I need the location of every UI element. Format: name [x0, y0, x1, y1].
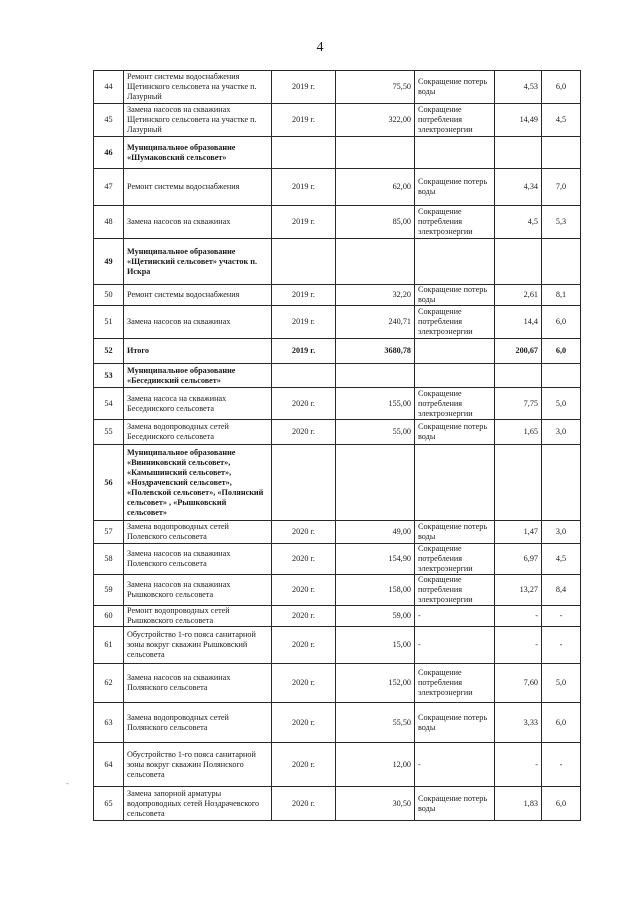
table-row [94, 703, 581, 743]
work-effect-cell: Сокращение потерь воды [415, 420, 495, 445]
row-number-cell: 46 [94, 137, 124, 169]
effect-value-cell: 4,5 [495, 206, 542, 239]
payback-value-cell: 3,0 [542, 521, 581, 544]
work-year-cell: 2019 г. [272, 285, 336, 306]
effect-value-cell: 13,27 [495, 575, 542, 606]
work-effect-cell: Сокращение потерь воды [415, 71, 495, 104]
table-row [94, 521, 581, 544]
work-year-cell: 2020 г. [272, 627, 336, 664]
row-number-cell: 53 [94, 364, 124, 388]
work-year-cell: 2020 г. [272, 420, 336, 445]
work-name-cell: Замена насосов на скважинах Полянского сельсовета [124, 664, 272, 703]
work-effect-cell: - [415, 743, 495, 787]
work-cost-cell: 15,00 [336, 627, 415, 664]
payback-value-cell: 6,0 [542, 339, 581, 364]
table-row [94, 306, 581, 339]
table-row [94, 339, 581, 364]
table-row [94, 445, 581, 521]
work-effect-cell: Сокращение потребления электроэнергии [415, 206, 495, 239]
work-effect-cell [415, 137, 495, 169]
work-name-cell: Замена запорной арматуры водопроводных сетей Ноздрачевского сельсовета [124, 787, 272, 821]
row-number-cell: 45 [94, 104, 124, 137]
work-year-cell: 2020 г. [272, 787, 336, 821]
table-row [94, 420, 581, 445]
payback-value-cell: 3,0 [542, 420, 581, 445]
payback-value-cell [542, 364, 581, 388]
work-name-cell: Обустройство 1-го пояса санитарной зоны вокруг скважин Рышковский сельсовета [124, 627, 272, 664]
work-effect-cell: Сокращение потерь воды [415, 169, 495, 206]
work-effect-cell [415, 339, 495, 364]
work-cost-cell: 59,00 [336, 606, 415, 627]
payback-value-cell: 8,1 [542, 285, 581, 306]
effect-value-cell: - [495, 743, 542, 787]
table-row [94, 544, 581, 575]
effect-value-cell: 14,4 [495, 306, 542, 339]
row-number-cell: 49 [94, 239, 124, 285]
effect-value-cell [495, 364, 542, 388]
effect-value-cell: 6,97 [495, 544, 542, 575]
row-number-cell: 63 [94, 703, 124, 743]
effect-value-cell: 7,60 [495, 664, 542, 703]
effect-value-cell: 1,65 [495, 420, 542, 445]
effect-value-cell: 7,75 [495, 388, 542, 420]
table-row [94, 388, 581, 420]
work-effect-cell: - [415, 606, 495, 627]
row-number-cell: 44 [94, 71, 124, 104]
row-number-cell: 61 [94, 627, 124, 664]
work-year-cell: 2019 г. [272, 104, 336, 137]
row-number-cell: 64 [94, 743, 124, 787]
row-number-cell: 47 [94, 169, 124, 206]
effect-value-cell: 3,33 [495, 703, 542, 743]
payback-value-cell [542, 239, 581, 285]
row-number-cell: 56 [94, 445, 124, 521]
work-year-cell: 2020 г. [272, 521, 336, 544]
payback-value-cell: - [542, 606, 581, 627]
work-name-cell: Замена насосов на скважинах [124, 306, 272, 339]
work-name-cell: Муниципальное образование «Щетинский сельсовет» участок п. Искра [124, 239, 272, 285]
work-name-cell: Ремонт системы водоснабжения [124, 285, 272, 306]
table-row [94, 104, 581, 137]
work-effect-cell: Сокращение потребления электроэнергии [415, 544, 495, 575]
work-effect-cell: Сокращение потерь воды [415, 285, 495, 306]
payback-value-cell: 4,5 [542, 104, 581, 137]
work-effect-cell: Сокращение потерь воды [415, 787, 495, 821]
payback-value-cell: 5,0 [542, 388, 581, 420]
payback-value-cell: - [542, 627, 581, 664]
work-name-cell: Замена насоса на скважинах Беседииского сельсовета [124, 388, 272, 420]
work-name-cell: Муниципальное образование «Беседииский сельсовет» [124, 364, 272, 388]
effect-value-cell: - [495, 606, 542, 627]
work-effect-cell [415, 364, 495, 388]
margin-mark: - [66, 779, 69, 788]
work-effect-cell [415, 239, 495, 285]
work-year-cell: 2019 г. [272, 71, 336, 104]
effect-value-cell: 2,61 [495, 285, 542, 306]
row-number-cell: 62 [94, 664, 124, 703]
work-cost-cell: 240,71 [336, 306, 415, 339]
table-row [94, 627, 581, 664]
table-row [94, 364, 581, 388]
work-effect-cell: Сокращение потребления электроэнергии [415, 104, 495, 137]
work-effect-cell [415, 445, 495, 521]
work-year-cell: 2020 г. [272, 388, 336, 420]
work-year-cell: 2020 г. [272, 575, 336, 606]
table-row [94, 169, 581, 206]
work-cost-cell [336, 364, 415, 388]
row-number-cell: 57 [94, 521, 124, 544]
work-name-cell: Муниципальное образование «Шумаковский сельсовет» [124, 137, 272, 169]
work-cost-cell: 75,50 [336, 71, 415, 104]
page-number: 4 [316, 40, 324, 55]
work-year-cell: 2020 г. [272, 606, 336, 627]
effect-value-cell [495, 445, 542, 521]
row-number-cell: 58 [94, 544, 124, 575]
work-year-cell [272, 364, 336, 388]
effect-value-cell [495, 137, 542, 169]
effect-value-cell: 14,49 [495, 104, 542, 137]
work-year-cell: 2019 г. [272, 206, 336, 239]
work-effect-cell: Сокращение потребления электроэнергии [415, 575, 495, 606]
effect-value-cell: 1,47 [495, 521, 542, 544]
work-year-cell [272, 137, 336, 169]
table-body [94, 71, 581, 821]
payback-value-cell [542, 137, 581, 169]
table-row [94, 239, 581, 285]
payback-value-cell: 6,0 [542, 703, 581, 743]
work-cost-cell: 154,90 [336, 544, 415, 575]
work-plan-table [93, 70, 581, 821]
work-cost-cell: 152,00 [336, 664, 415, 703]
effect-value-cell: - [495, 627, 542, 664]
payback-value-cell: 6,0 [542, 71, 581, 104]
work-effect-cell: Сокращение потерь воды [415, 521, 495, 544]
effect-value-cell: 4,34 [495, 169, 542, 206]
work-effect-cell: Сокращение потребления электроэнергии [415, 664, 495, 703]
effect-value-cell: 1,83 [495, 787, 542, 821]
table-row [94, 71, 581, 104]
row-number-cell: 59 [94, 575, 124, 606]
work-cost-cell [336, 137, 415, 169]
work-name-cell: Замена насосов на скважинах Рышковского сельсовета [124, 575, 272, 606]
row-number-cell: 52 [94, 339, 124, 364]
work-name-cell: Замена насосов на скважинах Полевского сельсовета [124, 544, 272, 575]
work-effect-cell: - [415, 627, 495, 664]
payback-value-cell: 8,4 [542, 575, 581, 606]
table-row [94, 787, 581, 821]
payback-value-cell: 5,0 [542, 664, 581, 703]
work-cost-cell: 12,00 [336, 743, 415, 787]
work-cost-cell [336, 239, 415, 285]
work-cost-cell: 32,20 [336, 285, 415, 306]
payback-value-cell [542, 445, 581, 521]
work-effect-cell: Сокращение потребления электроэнергии [415, 388, 495, 420]
row-number-cell: 54 [94, 388, 124, 420]
work-year-cell: 2020 г. [272, 664, 336, 703]
table-row [94, 606, 581, 627]
table-row [94, 137, 581, 169]
payback-value-cell: 6,0 [542, 306, 581, 339]
work-name-cell: Замена насосов на скважинах [124, 206, 272, 239]
work-cost-cell: 30,50 [336, 787, 415, 821]
payback-value-cell: 4,5 [542, 544, 581, 575]
payback-value-cell: 5,3 [542, 206, 581, 239]
work-name-cell: Муниципальное образование «Винниковский сельсовет», «Камышинский сельсовет», «Ноздрачевский сельсовет», «Полевской сельсовет», «Полянский сельсовет» , «Рышковский сельсовет» [124, 445, 272, 521]
work-effect-cell: Сокращение потерь воды [415, 703, 495, 743]
work-name-cell: Замена насосов на скважинах Щетинского сельсовета на участке п. Лазурный [124, 104, 272, 137]
row-number-cell: 60 [94, 606, 124, 627]
work-year-cell [272, 239, 336, 285]
row-number-cell: 55 [94, 420, 124, 445]
table-row [94, 206, 581, 239]
work-cost-cell: 322,00 [336, 104, 415, 137]
work-year-cell: 2019 г. [272, 306, 336, 339]
work-cost-cell: 155,00 [336, 388, 415, 420]
work-name-cell: Замена водопроводных сетей Полянского сельсовета [124, 703, 272, 743]
work-cost-cell: 49,00 [336, 521, 415, 544]
work-effect-cell: Сокращение потребления электроэнергии [415, 306, 495, 339]
work-cost-cell [336, 445, 415, 521]
row-number-cell: 48 [94, 206, 124, 239]
work-year-cell: 2020 г. [272, 544, 336, 575]
work-name-cell: Итого [124, 339, 272, 364]
work-name-cell: Замена водопроводных сетей Полевского сельсовета [124, 521, 272, 544]
work-name-cell: Замена водопроводных сетей Беседииского сельсовета [124, 420, 272, 445]
row-number-cell: 51 [94, 306, 124, 339]
work-cost-cell: 55,50 [336, 703, 415, 743]
work-year-cell [272, 445, 336, 521]
row-number-cell: 65 [94, 787, 124, 821]
table-row [94, 575, 581, 606]
work-year-cell: 2019 г. [272, 169, 336, 206]
work-cost-cell: 85,00 [336, 206, 415, 239]
work-year-cell: 2020 г. [272, 743, 336, 787]
table-row [94, 285, 581, 306]
effect-value-cell [495, 239, 542, 285]
work-cost-cell: 3680,78 [336, 339, 415, 364]
work-name-cell: Обустройство 1-го пояса санитарной зоны вокруг скважин Полянского сельсовета [124, 743, 272, 787]
work-cost-cell: 158,00 [336, 575, 415, 606]
work-name-cell: Ремонт водопроводных сетей Рышковского сельсовета [124, 606, 272, 627]
work-cost-cell: 62,00 [336, 169, 415, 206]
work-cost-cell: 55,00 [336, 420, 415, 445]
work-year-cell: 2019 г. [272, 339, 336, 364]
work-year-cell: 2020 г. [272, 703, 336, 743]
work-name-cell: Ремонт системы водоснабжения [124, 169, 272, 206]
payback-value-cell: 7,0 [542, 169, 581, 206]
work-name-cell: Ремонт системы водоснабжения Щетинского сельсовета на участке п. Лазурный [124, 71, 272, 104]
effect-value-cell: 200,67 [495, 339, 542, 364]
effect-value-cell: 4,53 [495, 71, 542, 104]
row-number-cell: 50 [94, 285, 124, 306]
table-row [94, 743, 581, 787]
payback-value-cell: 6,0 [542, 787, 581, 821]
table-row [94, 664, 581, 703]
payback-value-cell: - [542, 743, 581, 787]
